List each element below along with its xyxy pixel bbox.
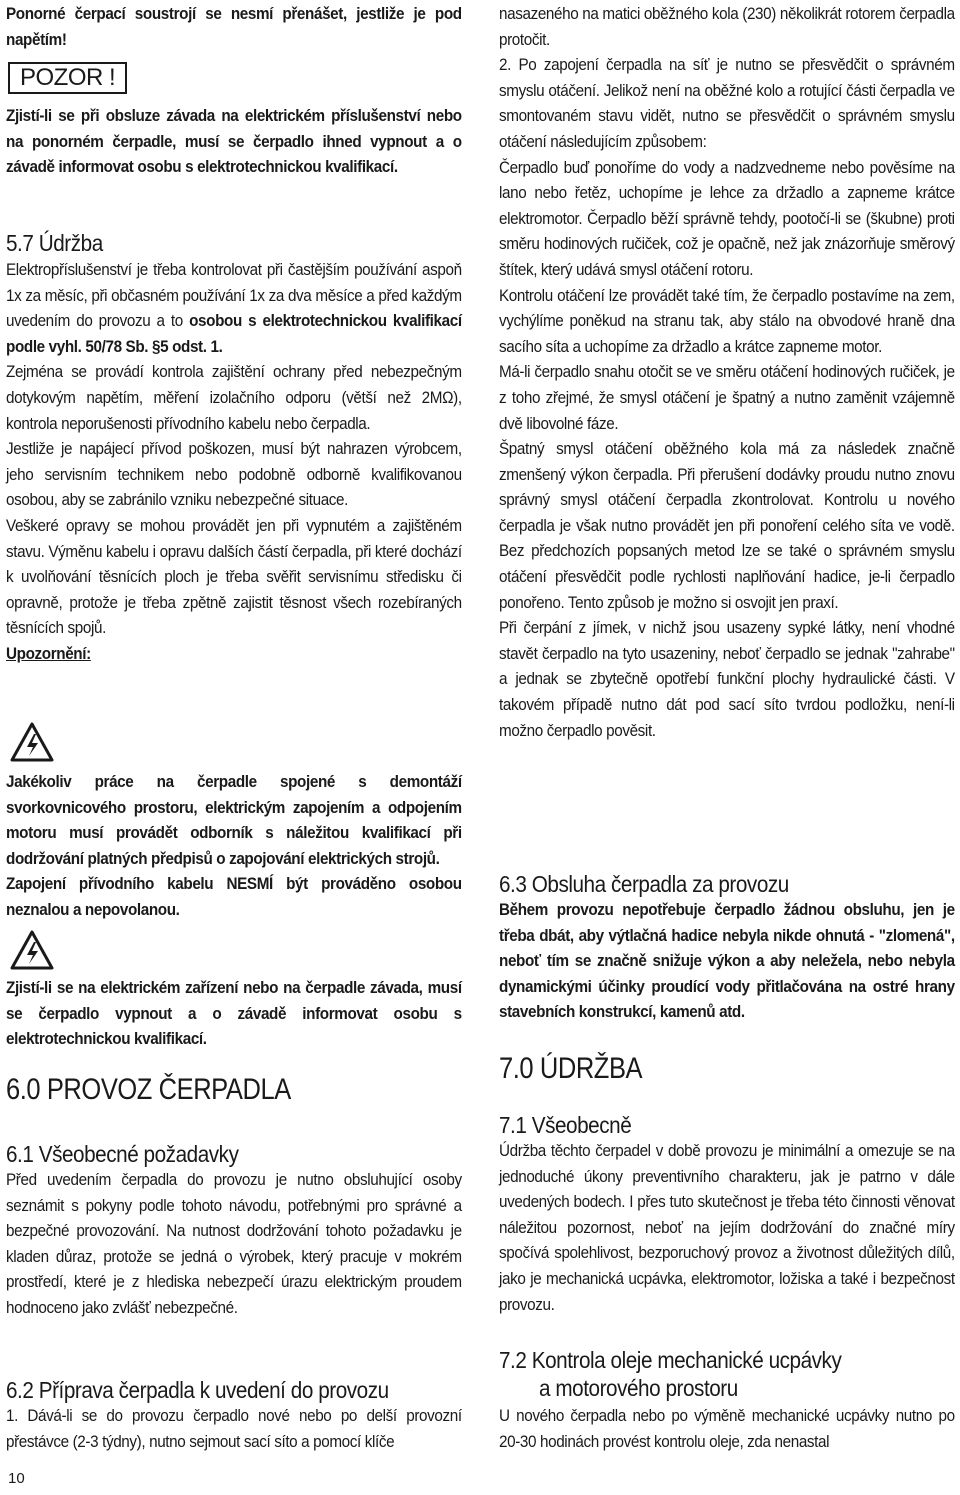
warning-icon-1-wrap: [10, 722, 54, 762]
section-6-3-heading: 6.3 Obsluha čerpadla za provozu: [499, 871, 789, 897]
section-6-0-heading: 6.0 PROVOZ ČERPADLA: [6, 1073, 291, 1106]
warning-paragraph-3: Zjistí-li se na elektrickém zařízení nebo na čerpadle závada, musí se čerpadlo vypnout a o závadě informovat osobu s elektrotechnickou kvalifikací.: [6, 979, 462, 1049]
section-6-2-p6: Špatný smysl otáčení oběžného kola má za následek značně zmenšený výkon čerpadla. Při přerušení dodávky proudu nutno znovu správný smysl otáčení čerpadla zkontrolovat. Kontrolu u nového čerpadla je však nutno provádět jen při ponoření celého síta ve vodě. Bez předchozích popsaných metod lze se také o správném smyslu otáčení přesvědčit podle rychlosti naplňování hadice, je-li čerpadlo ponořeno. Tento způsob je možno si osvojit jen praxí.: [499, 440, 955, 612]
section-6-1-heading: 6.1 Všeobecné požadavky: [6, 1141, 239, 1167]
warning-paragraph-1: Jakékoliv práce na čerpadle spojené s demontáží svorkovnicového prostoru, elektrickým zapojením a odpojením motoru musí provádět odborník s náležitou kvalifikací při dodržování platných předpisů o zapojování elektrických strojů.: [6, 773, 462, 868]
section-6-2-body: [6, 1404, 462, 1455]
section-6-2-p2: 2. Po zapojení čerpadla na síť je nutno se přesvědčit o správném smyslu otáčení. Jelikož není na oběžné kolo a rotující části čerpadla ve smontovaném stavu vidět, nutno se přesvědčit o správném smyslu otáčení následujícím způsobem:: [499, 56, 955, 151]
section-7-1-heading: 7.1 Všeobecně: [499, 1112, 632, 1138]
section-7-2-heading-line2: a motorového prostoru: [539, 1375, 738, 1401]
page-number: 10: [8, 1470, 25, 1487]
section-6-2-continued: [499, 2, 955, 744]
warning-text-1: [6, 770, 462, 924]
upozorneni-label: [6, 642, 462, 668]
section-5-7-body: [6, 258, 462, 668]
section-7-0-heading: 7.0 ÚDRŽBA: [499, 1052, 643, 1085]
high-voltage-warning-icon: [10, 930, 54, 970]
high-voltage-warning-icon: [10, 722, 54, 762]
section-5-7-p1-bold: osobou s elektrotechnickou kvalifikací podle vyhl. 50/78 Sb. §5 odst. 1.: [6, 312, 462, 356]
section-6-1-text: Před uvedením čerpadla do provozu je nutno obsluhující osoby seznámit s pokyny podle tohoto návodu, potřebnými pro správné a bezpečné provozování. Na nutnost dodržování tohoto požadavku je kladen důraz, protože se jedná o výrobek, který pracuje v mokrém prostředí, které je z hlediska nebezpečí úrazu elektrickým proudem hodnoceno jako zvlášť nebezpečné.: [6, 1171, 462, 1317]
section-6-2-heading: 6.2 Příprava čerpadla k uvedení do provozu: [6, 1377, 389, 1403]
section-7-2-heading-line1: 7.2 Kontrola oleje mechanické ucpávky: [499, 1347, 842, 1373]
section-6-2-p7: Při čerpání z jímek, v nichž jsou usazeny sypké látky, není vhodné stavět čerpadlo na tyto usazeniny, neboť čerpadlo se jednak "zahrabe" a jednak se zbytečně opotřebí funkční plochy hydraulické části. V takovém případě nutno dát pod sací síto tvrdou podložku, není-li možno čerpadlo pověsit.: [499, 619, 955, 740]
pozor-text: [6, 104, 462, 181]
section-5-7-p3: Jestliže je napájecí přívod poškozen, musí být nahrazen výrobcem, jeho servisním technikem nebo podobně odborně kvalifikovanou osobou, aby se zabránilo vzniku nebezpečné situace.: [6, 440, 462, 510]
pozor-box: [8, 62, 127, 94]
section-6-1-body: [6, 1168, 462, 1322]
section-7-1-text: Údržba těchto čerpadel v době provozu je minimální a omezuje se na jednoduché úkony preventivního charakteru, jak je patrno v dále uvedených bodech. I přes tuto skutečnost je třeba této činnosti věnovat náležitou pozornost, neboť na jejím dodržování do značné míry spočívá spolehlivost, bezporuchový provoz a životnost důležitých dílů, jako je mechanická ucpávka, elektromotor, ložiska a také i bezpečnost provozu.: [499, 1142, 955, 1314]
section-7-2-body: [499, 1404, 955, 1455]
section-6-3-body: [499, 898, 955, 1026]
section-6-2-p3: Čerpadlo buď ponoříme do vody a nadzvedneme nebo pověsíme na lano nebo řetěz, uchopíme je lehce za držadlo a zapneme krátce elektromotor. Čerpadlo běží správně tehdy, pootočí-li se (škubne) proti směru hodinových ručiček, což je opačně, než jak znázorňuje směrový štítek, který udává smysl otáčení rotoru.: [499, 158, 955, 279]
warning-text-2: [6, 976, 462, 1053]
warning-paragraph-2: Zapojení přívodního kabelu NESMÍ být prováděno osobou neznalou a nepovolanou.: [6, 875, 462, 919]
pozor-label: POZOR !: [8, 62, 127, 94]
section-5-7-p1: [6, 258, 462, 360]
section-5-7-p4: Veškeré opravy se mohou provádět jen při vypnutém a zajištěném stavu. Výměnu kabelu i opravu dalších částí čerpadla, při které dochází k uvolňování těsnících ploch je třeba svěřit servisnímu středisku či opravně, protože je třeba zpětně zajistit těsnost všech rozebíraných těsnících spojů.: [6, 516, 462, 638]
section-6-2-cont-text: nasazeného na matici oběžného kola (230) několikrát rotorem čerpadla protočit.: [499, 5, 955, 49]
warning-icon-2-wrap: [10, 930, 54, 970]
section-6-2-p5: Má-li čerpadlo snahu otočit se ve směru otáčení hodinových ručiček, je z toho zřejmé, že smysl otáčení je špatný a nutno zaměnit vzájemně dvě libovolné fáze.: [499, 363, 955, 433]
intro-warning: [6, 2, 462, 53]
section-5-7-heading: 5.7 Údržba: [6, 230, 103, 256]
section-7-2-text: U nového čerpadla nebo po výměně mechanické ucpávky nutno po 20-30 hodinách provést kontrolu oleje, zda nenastal: [499, 1407, 955, 1451]
upozorneni-text: Upozornění:: [6, 644, 91, 663]
section-7-1-body: [499, 1139, 955, 1318]
section-5-7-p2: Zejména se provádí kontrola zajištění ochrany před nebezpečným dotykovým napětím, měření izolačního odporu (větší než 2MΩ), kontrola neporušenosti přívodního kabelu nebo čerpadla.: [6, 363, 462, 433]
intro-warning-text: Ponorné čerpací soustrojí se nesmí přenášet, jestliže je pod napětím!: [6, 5, 462, 49]
section-6-3-text: Během provozu nepotřebuje čerpadlo žádnou obsluhu, jen je třeba dbát, aby výtlačná hadice nebyla nikde ohnutá - "zlomená", neboť tím se značně snižuje výkon a aby neležela, nebo nebyla dynamickými účinky proudící vody přitlačována na ostré hrany stavebních konstrukcí, kamenů atd.: [499, 901, 955, 1022]
pozor-paragraph: Zjistí-li se při obsluze závada na elektrickém příslušenství nebo na ponorném čerpadle, musí se čerpadlo ihned vypnout a o závadě informovat osobu s elektrotechnickou kvalifikací.: [6, 107, 462, 177]
section-6-2-p4: Kontrolu otáčení lze provádět také tím, že čerpadlo postavíme na zem, vychýlíme poněkud na stranu tak, aby stálo na obvodové hraně dna sacího síta a uchopíme za držadlo a krátce zapneme motor.: [499, 286, 955, 356]
section-6-2-text: 1. Dává-li se do provozu čerpadlo nové nebo po delší provozní přestávce (2-3 týdny), nutno sejmout sací síto a pomocí klíče: [6, 1407, 462, 1451]
section-5-7-p1-normal: Elektropříslušenství je třeba kontrolovat při častějším používání aspoň 1x za měsíc, při občasném používání 1x za dva měsíce a před každým uvedením do provozu a to: [6, 261, 462, 331]
